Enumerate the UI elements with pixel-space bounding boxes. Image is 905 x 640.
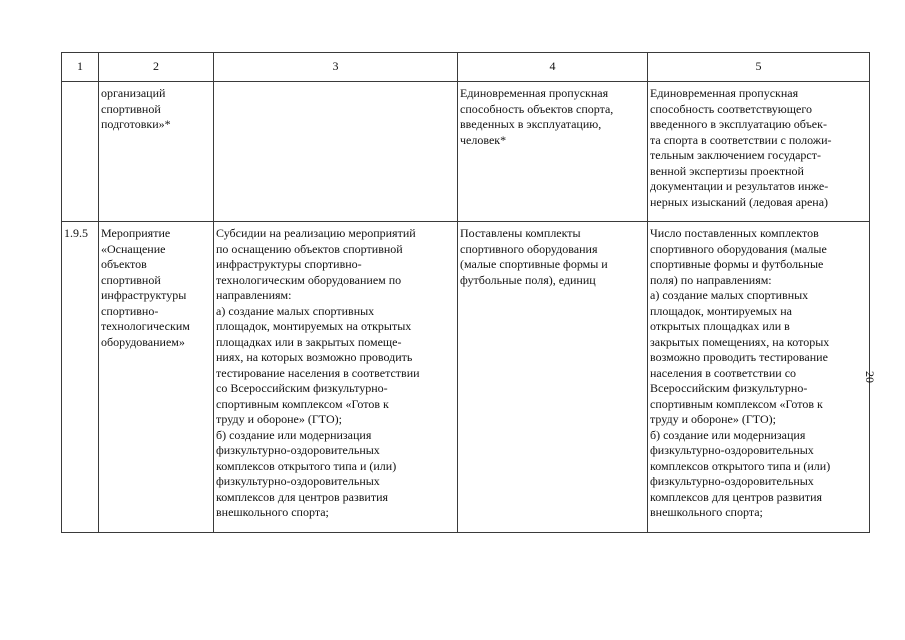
page-number: 20	[863, 371, 877, 383]
name-cell: Мероприятие «Оснащение объектов спортивной инфраструктуры спортивно- технологическим оборудованием»	[99, 222, 214, 533]
column-header: 1	[62, 53, 99, 82]
table-row	[62, 82, 870, 222]
column-header: 5	[648, 53, 870, 82]
name-cell: организаций спортивной подготовки»*	[99, 82, 214, 222]
table-header-row	[62, 53, 870, 82]
column-header: 2	[99, 53, 214, 82]
indicator-cell: Поставлены комплекты спортивного оборудования (малые спортивные формы и футбольные поля), единиц	[458, 222, 648, 533]
description-cell	[214, 82, 458, 222]
method-cell: Число поставленных комплектов спортивного оборудования (малые спортивные формы и футбольные поля) по направлениям: а) создание малых спортивных площадок, монтируемых на открытых площадках или в закрытых помещениях, на которых возможно проводить тестирование населения в соответствии со Всероссийским физкультурно- спортивным комплексом «Готов к труду и обороне» (ГТО); б) создание или модернизация физкультурно-оздоровительных комплексов открытого типа и (или) физкультурно-оздоровительных комплексов для центров развития внешкольного спорта;	[648, 222, 870, 533]
row-number-cell	[62, 82, 99, 222]
row-number-cell: 1.9.5	[62, 222, 99, 533]
description-cell: Субсидии на реализацию мероприятий по оснащению объектов спортивной инфраструктуры спортивно- технологическим оборудованием по направлениям: а) создание малых спортивных площадок, монтируемых на открытых площадках или в закрытых помеще- ниях, на которых возможно проводить тестирование населения в соответствии со Всероссийским физкультурно- спортивным комплексом «Готов к труду и обороне» (ГТО); б) создание или модернизация физкультурно-оздоровительных комплексов открытого типа и (или) физкультурно-оздоровительных комплексов для центров развития внешкольного спорта;	[214, 222, 458, 533]
table-row	[62, 222, 870, 533]
indicator-cell: Единовременная пропускная способность объектов спорта, введенных в эксплуатацию, человек*	[458, 82, 648, 222]
column-header: 3	[214, 53, 458, 82]
column-header: 4	[458, 53, 648, 82]
method-cell: Единовременная пропускная способность соответствующего введенного в эксплуатацию объек- та спорта в соответствии с положи- тельным заключением государст- венной экспертизы проектной документации и результатов инже- нерных изысканий (ледовая арена)	[648, 82, 870, 222]
data-table	[61, 52, 870, 533]
